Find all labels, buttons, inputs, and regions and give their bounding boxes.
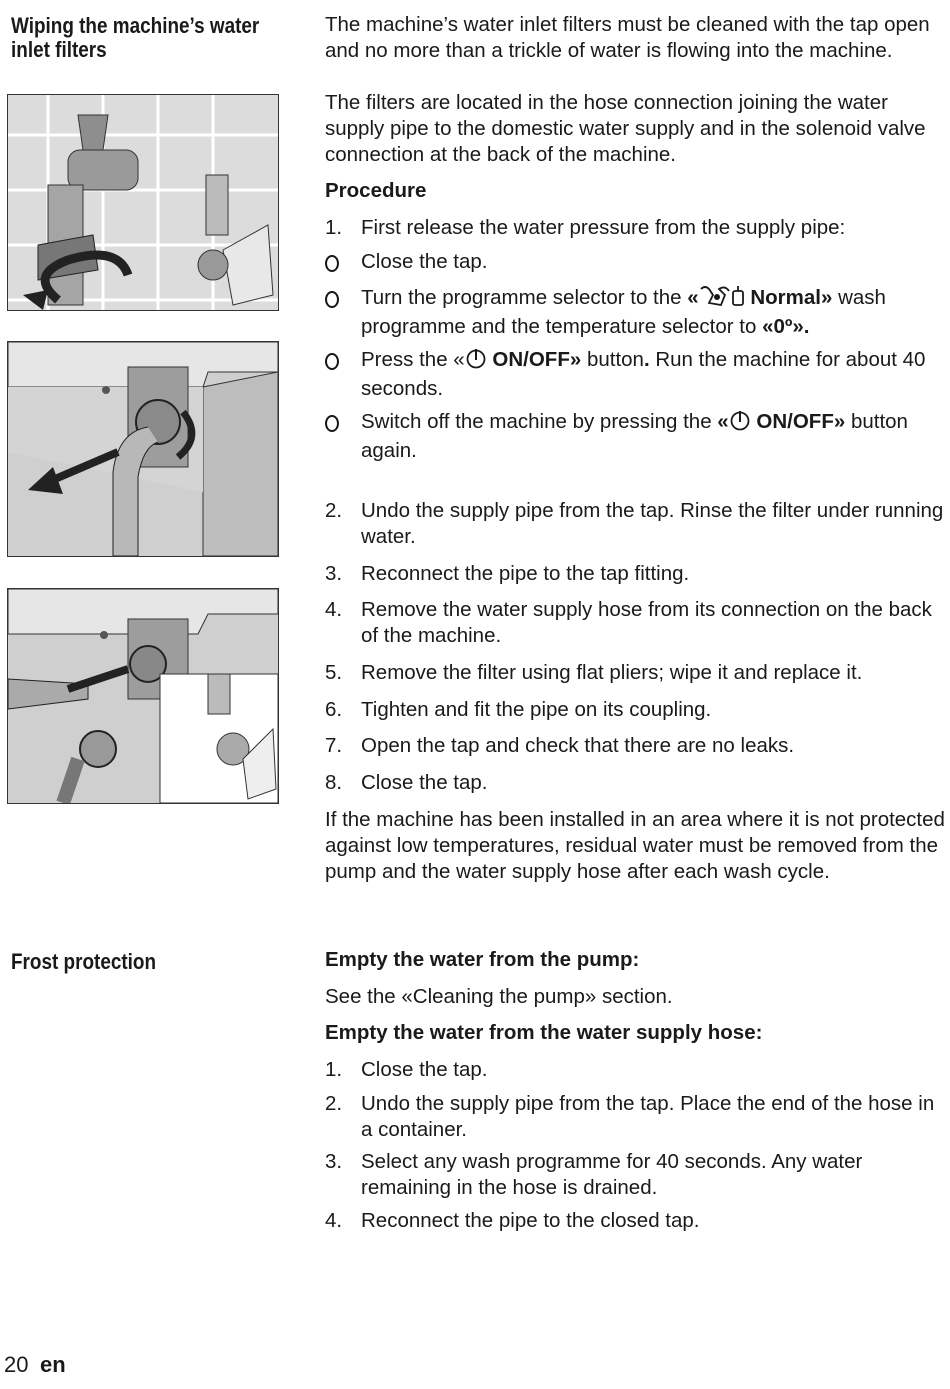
- step-number: 4.: [325, 598, 343, 621]
- section-heading-filters: Wiping the machine’s water inlet filters: [11, 13, 260, 62]
- intro-paragraph-2: The filters are located in the hose connection joining the water supply pipe to the domestic water supply and in the solenoid valve connection at the back of the machine.: [325, 91, 926, 166]
- step-number: 1.: [325, 216, 343, 239]
- hose-connection-illustration: [7, 341, 279, 557]
- step-text: Reconnect the pipe to the closed tap.: [361, 1209, 700, 1232]
- step-number: 3.: [325, 1150, 343, 1173]
- step-text: Close the tap.: [361, 771, 488, 794]
- bullet-circle-icon: [325, 291, 339, 308]
- bullet-text: Switch off the machine by pressing the « ON/OFF» button again.: [361, 410, 908, 462]
- tap-illustration: [7, 94, 279, 311]
- step-text: Open the tap and check that there are no leaks.: [361, 734, 795, 757]
- bullet-circle-icon: [325, 353, 339, 370]
- language-code: en: [40, 1352, 66, 1377]
- step-number: 5.: [325, 661, 343, 684]
- list-item: [325, 249, 945, 275]
- step-number: 1.: [325, 1058, 343, 1081]
- list-item: [325, 1149, 945, 1201]
- list-item: [325, 561, 945, 587]
- procedure-label: Procedure: [325, 179, 427, 202]
- list-item: [325, 498, 945, 550]
- list-item: [325, 1091, 950, 1143]
- intro-paragraph-1: The machine’s water inlet filters must be cleaned with the tap open and no more than a trickle of water is flowing into the machine.: [325, 13, 930, 62]
- bullet-text: Press the « ON/OFF» button. Run the machine for about 40 seconds.: [361, 348, 926, 400]
- step-text: Select any wash programme for 40 seconds. Any water remaining in the hose is drained.: [361, 1150, 863, 1199]
- subheading-pump: Empty the water from the pump:: [325, 948, 640, 971]
- step-number: 6.: [325, 698, 343, 721]
- step-number: 2.: [325, 499, 343, 522]
- step-text: Remove the filter using flat pliers; wipe it and replace it.: [361, 661, 863, 684]
- step-text: Tighten and fit the pipe on its coupling.: [361, 698, 712, 721]
- section-heading-frost: Frost protection: [11, 949, 157, 974]
- list-item: [325, 1208, 945, 1234]
- list-item: [325, 597, 945, 649]
- pliers-filter-illustration: [7, 588, 279, 804]
- list-item: [325, 697, 945, 723]
- bullet-text: Close the tap.: [361, 250, 488, 273]
- step-text: Undo the supply pipe from the tap. Rinse the filter under running water.: [361, 499, 944, 548]
- subheading-hose: Empty the water from the water supply hose:: [325, 1021, 763, 1044]
- step-number: 4.: [325, 1209, 343, 1232]
- step-text: Close the tap.: [361, 1058, 488, 1081]
- bullet-text: Turn the programme selector to the « Normal» wash programme and the temperature selector to «0º».: [361, 286, 886, 338]
- list-item: [325, 770, 945, 796]
- bullet-circle-icon: [325, 415, 339, 432]
- closing-paragraph: If the machine has been installed in an area where it is not protected against low temperatures, residual water must be removed from the pump and the water supply hose after each wash cycle.: [325, 808, 945, 883]
- list-item: [325, 733, 945, 759]
- list-item: [325, 285, 945, 340]
- step-text: Undo the supply pipe from the tap. Place the end of the hose in a container.: [361, 1092, 935, 1141]
- step-text: Reconnect the pipe to the tap fitting.: [361, 562, 690, 585]
- step-number: 3.: [325, 562, 343, 585]
- step-number: 2.: [325, 1092, 343, 1115]
- list-item: [325, 409, 950, 464]
- list-item: [325, 1057, 945, 1083]
- list-item: [325, 215, 945, 241]
- page-number: 20: [4, 1352, 29, 1377]
- step-number: 8.: [325, 771, 343, 794]
- step-number: 7.: [325, 734, 343, 757]
- power-icon: [729, 409, 751, 438]
- list-item: [325, 660, 945, 686]
- programme-symbol-icon: [699, 285, 745, 314]
- power-icon: [465, 347, 487, 376]
- step-text: Remove the water supply hose from its connection on the back of the machine.: [361, 598, 932, 647]
- bullet-circle-icon: [325, 255, 339, 272]
- pump-text: See the «Cleaning the pump» section.: [325, 985, 673, 1008]
- step-text: First release the water pressure from the supply pipe:: [361, 216, 846, 239]
- list-item: [325, 347, 945, 402]
